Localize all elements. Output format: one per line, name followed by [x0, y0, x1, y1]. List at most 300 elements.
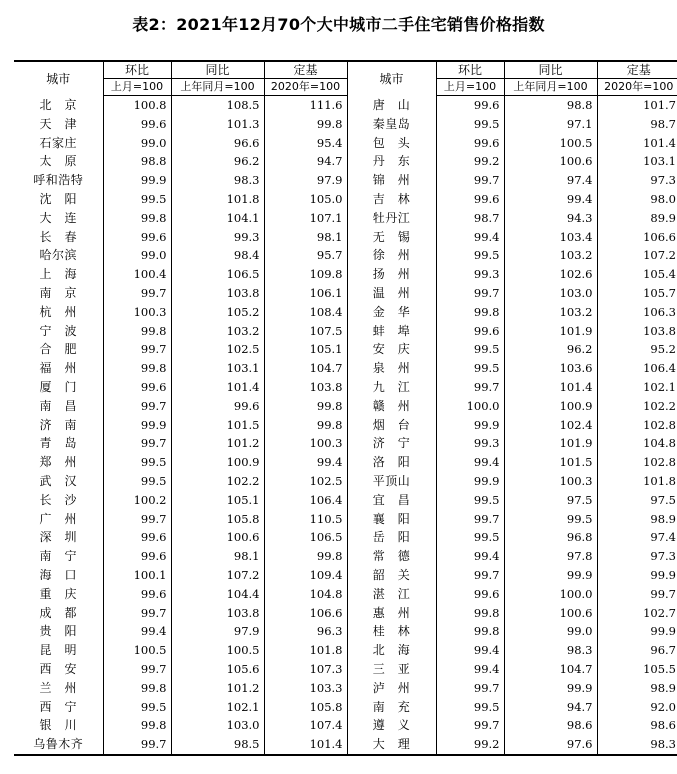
yoy-right-cell: 97.5	[504, 491, 597, 510]
yoy-left-cell: 105.1	[171, 491, 264, 510]
fixed-left-cell: 110.5	[264, 510, 347, 529]
yoy-right-cell: 98.3	[504, 641, 597, 660]
table-row	[14, 303, 677, 322]
mom-left-cell: 99.8	[103, 679, 171, 698]
city-right-cell: 丹 东	[347, 152, 436, 171]
fixed-left-cell: 103.8	[264, 378, 347, 397]
fixed-left-cell: 98.1	[264, 228, 347, 247]
city-left-cell: 南 宁	[39, 549, 77, 564]
yoy-left-cell: 101.2	[171, 679, 264, 698]
mom-right-cell: 99.6	[436, 585, 504, 604]
fixed-left-cell: 101.4	[264, 735, 347, 755]
city-right-cell: 锦 州	[347, 171, 436, 190]
yoy-right-cell: 99.5	[504, 510, 597, 529]
fixed-right-cell: 89.9	[597, 209, 677, 228]
city-right-cell: 牡丹江	[347, 209, 436, 228]
mom-left-cell: 99.6	[103, 528, 171, 547]
fixed-left-cell: 100.3	[264, 434, 347, 453]
table-row	[14, 171, 677, 190]
table-row	[14, 660, 677, 679]
mom-left-cell: 99.5	[103, 472, 171, 491]
fixed-right-cell: 102.2	[597, 397, 677, 416]
mom-left-cell: 100.4	[103, 265, 171, 284]
mom-right-cell: 99.8	[436, 604, 504, 623]
table-row	[14, 585, 677, 604]
yoy-left-cell: 98.5	[171, 735, 264, 755]
mom-subheader-right: 上月=100	[436, 79, 504, 96]
city-left-cell: 贵 阳	[39, 624, 77, 639]
mom-right-cell: 99.5	[436, 528, 504, 547]
fixed-right-cell: 106.4	[597, 359, 677, 378]
mom-right-cell: 99.8	[436, 303, 504, 322]
fixed-left-cell: 99.8	[264, 547, 347, 566]
yoy-right-cell: 97.4	[504, 171, 597, 190]
city-right-cell: 秦皇岛	[347, 115, 436, 134]
fixed-right-cell: 98.9	[597, 510, 677, 529]
fixed-left-cell: 103.3	[264, 679, 347, 698]
mom-left-cell: 100.8	[103, 96, 171, 115]
table-row	[14, 96, 677, 115]
table-row	[14, 547, 677, 566]
fixed-left-cell: 106.4	[264, 491, 347, 510]
mom-right-cell: 99.6	[436, 96, 504, 115]
mom-left-cell: 99.7	[103, 284, 171, 303]
fixed-right-cell: 101.7	[597, 96, 677, 115]
mom-right-cell: 99.7	[436, 284, 504, 303]
city-left-cell: 海 口	[39, 567, 77, 582]
fixed-right-cell: 97.3	[597, 171, 677, 190]
yoy-left-cell: 104.4	[171, 585, 264, 604]
yoy-right-cell: 99.4	[504, 190, 597, 209]
mom-right-cell: 99.9	[436, 472, 504, 491]
yoy-right-cell: 97.6	[504, 735, 597, 755]
fixed-right-cell: 97.5	[597, 491, 677, 510]
yoy-left-cell: 103.0	[171, 716, 264, 735]
table-row	[14, 453, 677, 472]
yoy-left-cell: 101.2	[171, 434, 264, 453]
fixed-left-cell: 109.8	[264, 265, 347, 284]
mom-left-cell: 99.8	[103, 209, 171, 228]
city-right-cell: 吉 林	[347, 190, 436, 209]
yoy-right-cell: 103.0	[504, 284, 597, 303]
mom-right-cell: 99.3	[436, 434, 504, 453]
table-row	[14, 359, 677, 378]
mom-right-cell: 99.4	[436, 641, 504, 660]
fixed-left-cell: 105.1	[264, 340, 347, 359]
mom-right-cell: 99.2	[436, 735, 504, 755]
yoy-left-cell: 101.3	[171, 115, 264, 134]
yoy-left-cell: 105.6	[171, 660, 264, 679]
yoy-left-cell: 98.1	[171, 547, 264, 566]
table-row	[14, 134, 677, 153]
table-row	[14, 716, 677, 735]
fixed-right-cell: 106.6	[597, 228, 677, 247]
city-right-cell: 大 理	[347, 735, 436, 755]
yoy-right-cell: 100.9	[504, 397, 597, 416]
yoy-left-cell: 108.5	[171, 96, 264, 115]
yoy-right-cell: 98.8	[504, 96, 597, 115]
city-left-cell: 南 京	[39, 285, 77, 300]
mom-right-cell: 99.5	[436, 491, 504, 510]
table-row	[14, 265, 677, 284]
yoy-left-cell: 101.8	[171, 190, 264, 209]
city-right-cell: 九 江	[347, 378, 436, 397]
city-left-cell: 上 海	[39, 267, 77, 282]
table-row	[14, 246, 677, 265]
yoy-left-cell: 106.5	[171, 265, 264, 284]
mom-right-cell: 99.9	[436, 416, 504, 435]
city-left-cell: 济 南	[39, 417, 77, 432]
yoy-right-cell: 94.7	[504, 698, 597, 717]
mom-left-cell: 99.7	[103, 510, 171, 529]
yoy-left-cell: 102.1	[171, 698, 264, 717]
city-left-cell: 成 都	[39, 605, 77, 620]
city-left-cell: 太 原	[39, 154, 77, 169]
mom-left-cell: 99.7	[103, 340, 171, 359]
yoy-right-cell: 101.9	[504, 434, 597, 453]
yoy-right-cell: 97.8	[504, 547, 597, 566]
city-left-cell: 兰 州	[39, 680, 77, 695]
fixed-left-cell: 99.8	[264, 115, 347, 134]
city-right-cell: 南 充	[347, 698, 436, 717]
mom-right-cell: 99.8	[436, 622, 504, 641]
city-right-cell: 唐 山	[347, 96, 436, 115]
city-left-cell: 杭 州	[39, 304, 77, 319]
mom-header-left: 环比	[103, 61, 171, 79]
fixed-left-cell: 107.3	[264, 660, 347, 679]
fixed-right-cell: 92.0	[597, 698, 677, 717]
fixed-left-cell: 94.7	[264, 152, 347, 171]
city-right-cell: 常 德	[347, 547, 436, 566]
yoy-left-cell: 97.9	[171, 622, 264, 641]
city-left-cell: 大 连	[39, 210, 77, 225]
city-right-cell: 温 州	[347, 284, 436, 303]
fixed-right-cell: 106.3	[597, 303, 677, 322]
mom-left-cell: 99.7	[103, 735, 171, 755]
fixed-right-cell: 99.9	[597, 622, 677, 641]
yoy-left-cell: 96.2	[171, 152, 264, 171]
city-right-cell: 扬 州	[347, 265, 436, 284]
mom-right-cell: 99.5	[436, 340, 504, 359]
mom-right-cell: 99.4	[436, 228, 504, 247]
mom-right-cell: 99.5	[436, 359, 504, 378]
yoy-right-cell: 100.6	[504, 604, 597, 623]
yoy-left-cell: 103.1	[171, 359, 264, 378]
yoy-left-cell: 98.3	[171, 171, 264, 190]
yoy-subheader-left: 上年同月=100	[171, 79, 264, 96]
table-row	[14, 679, 677, 698]
mom-right-cell: 99.7	[436, 378, 504, 397]
fixed-right-cell: 104.8	[597, 434, 677, 453]
fixed-right-cell: 98.6	[597, 716, 677, 735]
yoy-left-cell: 105.8	[171, 510, 264, 529]
yoy-subheader-right: 上年同月=100	[504, 79, 597, 96]
mom-header-right: 环比	[436, 61, 504, 79]
yoy-right-cell: 102.6	[504, 265, 597, 284]
mom-left-cell: 99.4	[103, 622, 171, 641]
city-right-cell: 岳 阳	[347, 528, 436, 547]
city-left-cell: 银 川	[39, 718, 77, 733]
mom-left-cell: 99.0	[103, 134, 171, 153]
yoy-left-cell: 105.2	[171, 303, 264, 322]
mom-left-cell: 99.8	[103, 359, 171, 378]
table-row	[14, 228, 677, 247]
yoy-left-cell: 103.8	[171, 604, 264, 623]
city-right-cell: 蚌 埠	[347, 322, 436, 341]
table-row	[14, 152, 677, 171]
yoy-right-cell: 101.4	[504, 378, 597, 397]
fixed-right-cell: 102.1	[597, 378, 677, 397]
yoy-right-cell: 103.6	[504, 359, 597, 378]
fixed-left-cell: 107.5	[264, 322, 347, 341]
yoy-right-cell: 103.4	[504, 228, 597, 247]
city-right-cell: 北 海	[347, 641, 436, 660]
table-row	[14, 698, 677, 717]
city-left-cell: 北 京	[39, 97, 77, 112]
table-body	[14, 96, 677, 755]
yoy-left-cell: 104.1	[171, 209, 264, 228]
mom-right-cell: 100.0	[436, 397, 504, 416]
mom-left-cell: 99.6	[103, 115, 171, 134]
yoy-left-cell: 96.6	[171, 134, 264, 153]
city-left-cell: 呼和浩特	[33, 173, 84, 188]
yoy-right-cell: 103.2	[504, 303, 597, 322]
table-row	[14, 322, 677, 341]
city-left-cell: 南 昌	[39, 398, 77, 413]
mom-right-cell: 99.4	[436, 660, 504, 679]
table-row	[14, 209, 677, 228]
city-left-cell: 长 沙	[39, 492, 77, 507]
yoy-right-cell: 94.3	[504, 209, 597, 228]
mom-left-cell: 99.9	[103, 171, 171, 190]
mom-left-cell: 99.7	[103, 660, 171, 679]
fixed-subheader-left: 2020年=100	[264, 79, 347, 96]
city-left-cell: 沈 阳	[39, 191, 77, 206]
fixed-left-cell: 107.1	[264, 209, 347, 228]
fixed-left-cell: 107.4	[264, 716, 347, 735]
city-left-cell: 昆 明	[39, 643, 77, 658]
mom-left-cell: 99.5	[103, 453, 171, 472]
fixed-header-right: 定基	[597, 61, 677, 79]
mom-right-cell: 99.7	[436, 510, 504, 529]
fixed-right-cell: 97.3	[597, 547, 677, 566]
yoy-right-cell: 100.5	[504, 134, 597, 153]
table-row	[14, 566, 677, 585]
fixed-subheader-right: 2020年=100	[597, 79, 677, 96]
city-right-cell: 遵 义	[347, 716, 436, 735]
table-row	[14, 641, 677, 660]
yoy-right-cell: 97.1	[504, 115, 597, 134]
mom-right-cell: 99.2	[436, 152, 504, 171]
yoy-right-cell: 96.8	[504, 528, 597, 547]
fixed-left-cell: 96.3	[264, 622, 347, 641]
city-left-cell: 福 州	[39, 361, 77, 376]
fixed-right-cell: 102.8	[597, 416, 677, 435]
mom-left-cell: 99.7	[103, 397, 171, 416]
fixed-left-cell: 105.0	[264, 190, 347, 209]
mom-left-cell: 99.6	[103, 585, 171, 604]
table-row	[14, 115, 677, 134]
fixed-right-cell: 101.8	[597, 472, 677, 491]
city-left-cell: 郑 州	[39, 455, 77, 470]
yoy-left-cell: 99.3	[171, 228, 264, 247]
city-right-cell: 桂 林	[347, 622, 436, 641]
fixed-left-cell: 97.9	[264, 171, 347, 190]
city-right-cell: 惠 州	[347, 604, 436, 623]
fixed-left-cell: 105.8	[264, 698, 347, 717]
city-left-cell: 合 肥	[39, 342, 77, 357]
fixed-right-cell: 107.2	[597, 246, 677, 265]
fixed-left-cell: 106.1	[264, 284, 347, 303]
fixed-left-cell: 99.4	[264, 453, 347, 472]
city-right-cell: 烟 台	[347, 416, 436, 435]
yoy-left-cell: 101.5	[171, 416, 264, 435]
fixed-right-cell: 98.0	[597, 190, 677, 209]
mom-left-cell: 99.8	[103, 716, 171, 735]
city-right-cell: 韶 关	[347, 566, 436, 585]
city-right-cell: 徐 州	[347, 246, 436, 265]
table-title: 表2：2021年12月70个大中城市二手住宅销售价格指数	[132, 15, 545, 34]
city-right-cell: 洛 阳	[347, 453, 436, 472]
mom-right-cell: 99.3	[436, 265, 504, 284]
city-right-cell: 包 头	[347, 134, 436, 153]
table-row	[14, 735, 677, 755]
mom-left-cell: 100.1	[103, 566, 171, 585]
fixed-left-cell: 95.7	[264, 246, 347, 265]
yoy-right-cell: 100.0	[504, 585, 597, 604]
table-row	[14, 340, 677, 359]
mom-left-cell: 99.8	[103, 322, 171, 341]
mom-left-cell: 99.6	[103, 378, 171, 397]
city-left-cell: 厦 门	[39, 379, 77, 394]
city-left-cell: 天 津	[39, 116, 77, 131]
yoy-left-cell: 100.6	[171, 528, 264, 547]
yoy-right-cell: 104.7	[504, 660, 597, 679]
mom-right-cell: 99.4	[436, 547, 504, 566]
price-index-table	[14, 60, 677, 756]
city-right-cell: 泸 州	[347, 679, 436, 698]
mom-left-cell: 100.5	[103, 641, 171, 660]
yoy-left-cell: 102.2	[171, 472, 264, 491]
mom-left-cell: 99.6	[103, 228, 171, 247]
yoy-left-cell: 100.5	[171, 641, 264, 660]
mom-left-cell: 99.7	[103, 604, 171, 623]
city-right-cell: 泉 州	[347, 359, 436, 378]
city-right-cell: 襄 阳	[347, 510, 436, 529]
fixed-left-cell: 109.4	[264, 566, 347, 585]
fixed-right-cell: 102.8	[597, 453, 677, 472]
fixed-right-cell: 95.2	[597, 340, 677, 359]
fixed-left-cell: 99.8	[264, 397, 347, 416]
fixed-left-cell: 106.6	[264, 604, 347, 623]
fixed-left-cell: 108.4	[264, 303, 347, 322]
yoy-left-cell: 102.5	[171, 340, 264, 359]
fixed-right-cell: 103.1	[597, 152, 677, 171]
mom-left-cell: 99.6	[103, 547, 171, 566]
table-row	[14, 604, 677, 623]
table-row	[14, 190, 677, 209]
city-right-cell: 湛 江	[347, 585, 436, 604]
city-left-cell: 深 圳	[39, 530, 77, 545]
yoy-right-cell: 96.2	[504, 340, 597, 359]
fixed-left-cell: 101.8	[264, 641, 347, 660]
mom-right-cell: 99.7	[436, 679, 504, 698]
fixed-right-cell: 96.7	[597, 641, 677, 660]
yoy-right-cell: 101.9	[504, 322, 597, 341]
yoy-right-cell: 101.5	[504, 453, 597, 472]
city-right-cell: 宜 昌	[347, 491, 436, 510]
yoy-left-cell: 103.8	[171, 284, 264, 303]
fixed-right-cell: 97.4	[597, 528, 677, 547]
mom-right-cell: 99.6	[436, 322, 504, 341]
yoy-left-cell: 98.4	[171, 246, 264, 265]
city-left-cell: 西 安	[39, 661, 77, 676]
city-left-cell: 武 汉	[39, 473, 77, 488]
city-left-cell: 乌鲁木齐	[33, 737, 84, 752]
yoy-right-cell: 102.4	[504, 416, 597, 435]
mom-left-cell: 99.5	[103, 190, 171, 209]
fixed-left-cell: 104.7	[264, 359, 347, 378]
mom-right-cell: 99.7	[436, 171, 504, 190]
fixed-left-cell: 102.5	[264, 472, 347, 491]
table-row	[14, 622, 677, 641]
yoy-header-left: 同比	[171, 61, 264, 79]
city-left-cell: 青 岛	[39, 436, 77, 451]
yoy-left-cell: 101.4	[171, 378, 264, 397]
city-right-cell: 平顶山	[347, 472, 436, 491]
mom-left-cell: 99.5	[103, 698, 171, 717]
city-right-cell: 安 庆	[347, 340, 436, 359]
yoy-header-right: 同比	[504, 61, 597, 79]
fixed-left-cell: 99.8	[264, 416, 347, 435]
table-row	[14, 491, 677, 510]
mom-subheader-left: 上月=100	[103, 79, 171, 96]
city-header-right: 城市	[347, 61, 436, 96]
mom-right-cell: 99.7	[436, 566, 504, 585]
city-left-cell: 哈尔滨	[39, 248, 77, 263]
fixed-right-cell: 101.4	[597, 134, 677, 153]
yoy-left-cell: 107.2	[171, 566, 264, 585]
fixed-left-cell: 106.5	[264, 528, 347, 547]
yoy-right-cell: 100.3	[504, 472, 597, 491]
city-header-left: 城市	[46, 71, 71, 86]
mom-right-cell: 98.7	[436, 209, 504, 228]
fixed-right-cell: 102.7	[597, 604, 677, 623]
city-right-cell: 金 华	[347, 303, 436, 322]
yoy-left-cell: 100.9	[171, 453, 264, 472]
city-right-cell: 济 宁	[347, 434, 436, 453]
city-left-cell: 石家庄	[39, 135, 77, 150]
table-row	[14, 397, 677, 416]
city-right-cell: 三 亚	[347, 660, 436, 679]
fixed-right-cell: 98.9	[597, 679, 677, 698]
mom-left-cell: 100.2	[103, 491, 171, 510]
yoy-left-cell: 103.2	[171, 322, 264, 341]
yoy-left-cell: 99.6	[171, 397, 264, 416]
mom-right-cell: 99.7	[436, 716, 504, 735]
yoy-right-cell: 103.2	[504, 246, 597, 265]
mom-left-cell: 99.9	[103, 416, 171, 435]
table-row	[14, 284, 677, 303]
mom-left-cell: 98.8	[103, 152, 171, 171]
city-left-cell: 重 庆	[39, 586, 77, 601]
mom-right-cell: 99.5	[436, 698, 504, 717]
table-row	[14, 378, 677, 397]
mom-left-cell: 100.3	[103, 303, 171, 322]
city-left-cell: 宁 波	[39, 323, 77, 338]
mom-left-cell: 99.7	[103, 434, 171, 453]
mom-right-cell: 99.6	[436, 134, 504, 153]
